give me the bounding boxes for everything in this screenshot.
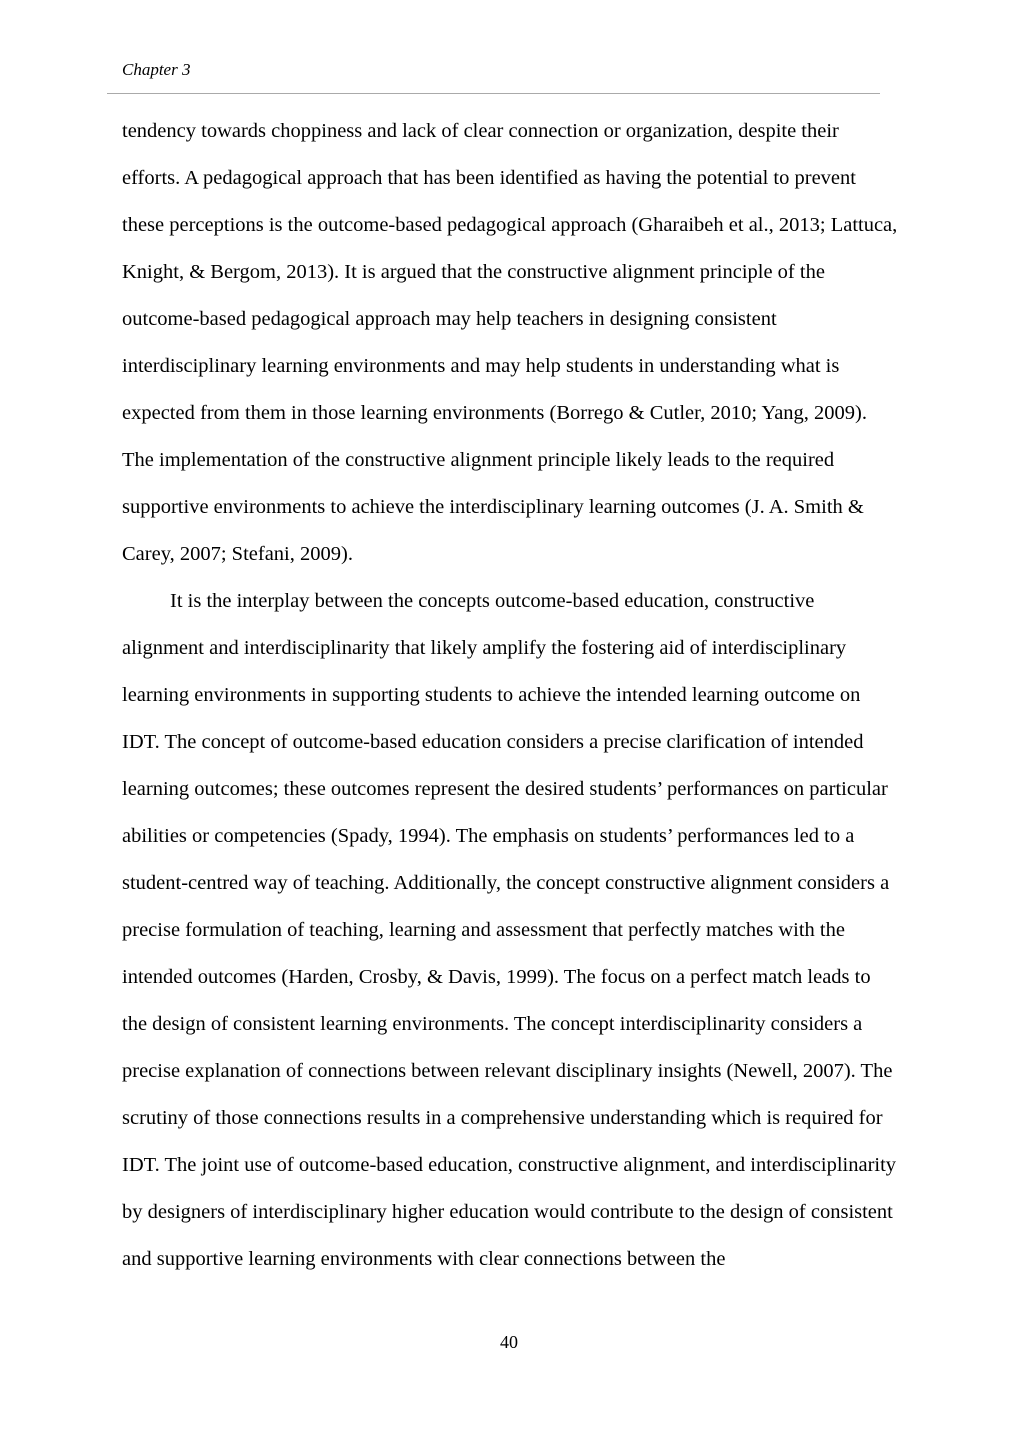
page-number: 40 (500, 1332, 518, 1352)
paragraph-interplay: It is the interplay between the concepts outcome-based education, constructive alignment and interdisciplinarity that likely amplify the fostering aid of interdisciplinary learning environments in supporting students to achieve the intended learning outcome on IDT. The concept of outcome-based education considers a precise clarification of intended learning outcomes; these outcomes represent the desired students’ performances on particular abilities or competencies (Spady, 1994). The emphasis on students’ performances led to a student-centred way of teaching. Additionally, the concept constructive alignment considers a precise formulation of teaching, learning and assessment that perfectly matches with the intended outcomes (Harden, Crosby, & Davis, 1999). The focus on a perfect match leads to the design of consistent learning environments. The concept interdisciplinarity considers a precise explanation of connections between relevant disciplinary insights (Newell, 2007). The scrutiny of those connections results in a comprehensive understanding which is required for IDT. The joint use of outcome-based education, constructive alignment, and interdisciplinarity by designers of interdisciplinary higher education would contribute to the design of consistent and supportive learning environments with clear connections between the (122, 590, 897, 1270)
page-body-text (122, 108, 900, 1283)
paragraph-continuation: tendency towards choppiness and lack of clear connection or organization, despite their efforts. A pedagogical approach that has been identified as having the potential to prevent these perceptions is the outcome-based pedagogical approach (Gharaibeh et al., 2013; Lattuca, Knight, & Bergom, 2013). It is argued that the constructive alignment principle of the outcome-based pedagogical approach may help teachers in designing consistent interdisciplinary learning environments and may help students in understanding what is expected from them in those learning environments (Borrego & Cutler, 2010; Yang, 2009). The implementation of the constructive alignment principle likely leads to the required supportive environments to achieve the interdisciplinary learning outcomes (J. A. Smith & Carey, 2007; Stefani, 2009). (122, 120, 898, 565)
chapter-running-header: Chapter 3 (122, 60, 191, 79)
header-divider-rule (107, 93, 880, 94)
